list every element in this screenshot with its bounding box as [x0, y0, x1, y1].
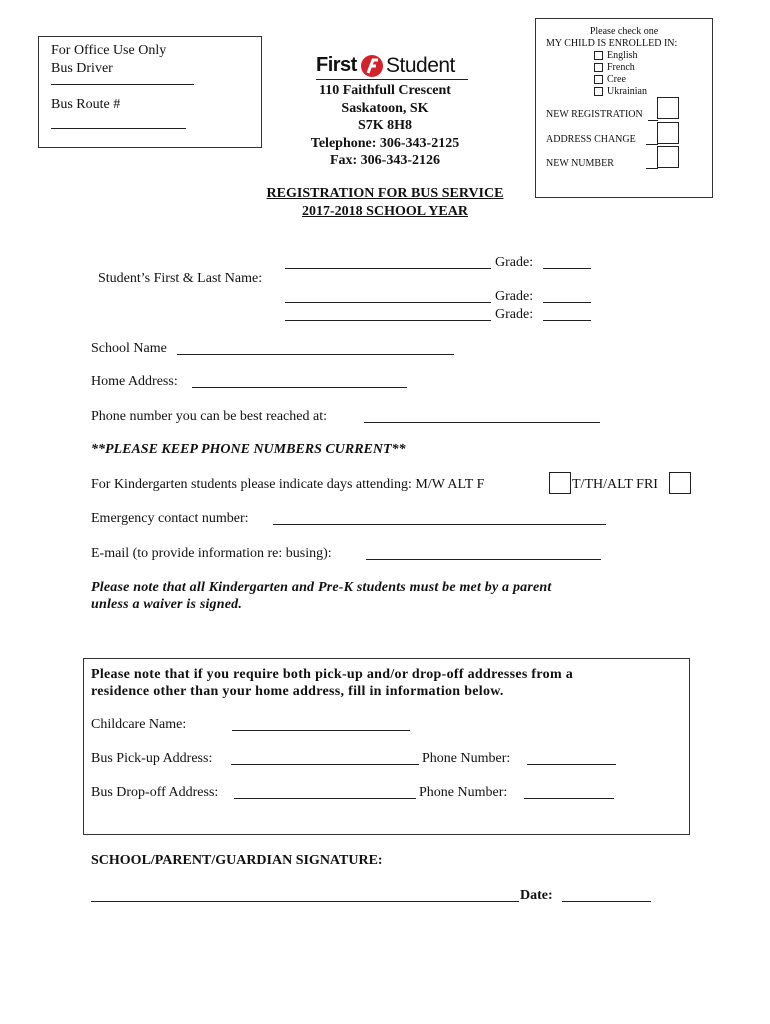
- student-name-label: Student’s First & Last Name:: [98, 271, 263, 286]
- checkbox-ukrainian[interactable]: [594, 87, 603, 96]
- option-new-number: NEW NUMBER: [546, 158, 614, 169]
- language-cree[interactable]: Cree: [594, 74, 647, 86]
- bus-route-label: Bus Route #: [51, 97, 121, 112]
- signature-title: SCHOOL/PARENT/GUARDIAN SIGNATURE:: [91, 853, 383, 868]
- heading-line1: REGISTRATION FOR BUS SERVICE: [266, 186, 504, 201]
- phone-field[interactable]: [364, 422, 600, 423]
- bus-driver-label: Bus Driver: [51, 61, 113, 76]
- kindergarten-note-line1: Please note that all Kindergarten and Pre-K students must be met by a parent: [91, 580, 552, 595]
- checkbox-cree[interactable]: [594, 75, 603, 84]
- alternate-address-note: [91, 666, 683, 700]
- first-student-logo: [316, 54, 468, 80]
- keep-phone-current-note: **PLEASE KEEP PHONE NUMBERS CURRENT**: [91, 442, 406, 457]
- option-address-change: ADDRESS CHANGE: [546, 134, 636, 145]
- heading-line2: 2017-2018 SCHOOL YEAR: [302, 204, 468, 219]
- form-heading: [235, 185, 535, 221]
- pickup-phone-field[interactable]: [527, 764, 616, 765]
- alternate-note-line1: Please note that if you require both pick-up and/or drop-off addresses from a: [91, 667, 574, 682]
- phone-label: Phone number you can be best reached at:: [91, 409, 327, 424]
- alternate-address-box: [83, 658, 690, 835]
- student-name-row: [91, 255, 262, 287]
- kinder-mw-checkbox[interactable]: [549, 472, 571, 494]
- grade-label-2: Grade:: [495, 289, 534, 304]
- pickup-phone-label: Phone Number:: [422, 751, 511, 766]
- bus-route-field[interactable]: [51, 128, 186, 129]
- check-panel: [535, 18, 713, 198]
- checkbox-english[interactable]: [594, 51, 603, 60]
- language-french[interactable]: French: [594, 62, 647, 74]
- logo-word-student: Student: [386, 54, 455, 77]
- logo-swoosh-icon: [360, 54, 384, 78]
- language-ukrainian[interactable]: Ukrainian: [594, 86, 647, 98]
- address-city: Saskatoon, SK: [341, 100, 429, 116]
- new-number-checkbox[interactable]: [657, 146, 679, 168]
- pickup-address-field[interactable]: [231, 764, 419, 765]
- dropoff-address-label: Bus Drop-off Address:: [91, 785, 219, 800]
- grade-field-1[interactable]: [543, 268, 591, 269]
- new-registration-checkbox[interactable]: [657, 97, 679, 119]
- email-label: E-mail (to provide information re: busing):: [91, 546, 332, 561]
- address-block: [285, 82, 485, 170]
- address-street: 110 Faithfull Crescent: [319, 83, 451, 98]
- home-address-label: Home Address:: [91, 374, 178, 389]
- address-fax: Fax: 306-343-2126: [329, 153, 441, 168]
- language-english[interactable]: English: [594, 50, 647, 62]
- kindergarten-note: [91, 579, 552, 613]
- bus-driver-field[interactable]: [51, 84, 194, 85]
- school-name-label: School Name: [91, 341, 167, 356]
- pickup-address-label: Bus Pick-up Address:: [91, 751, 213, 766]
- grade-label-1: Grade:: [495, 255, 534, 270]
- dropoff-address-field[interactable]: [234, 798, 416, 799]
- childcare-name-field[interactable]: [232, 730, 410, 731]
- address-change-checkbox[interactable]: [657, 122, 679, 144]
- dropoff-phone-field[interactable]: [524, 798, 614, 799]
- language-list: [594, 50, 647, 98]
- address-postal: S7K 8H8: [357, 118, 413, 133]
- home-address-field[interactable]: [192, 387, 407, 388]
- kindergarten-note-line2: unless a waiver is signed.: [91, 597, 243, 612]
- school-name-field[interactable]: [177, 354, 454, 355]
- logo-word-first: First: [316, 54, 357, 76]
- office-use-box: [38, 36, 262, 148]
- grade-field-3[interactable]: [543, 320, 591, 321]
- checkbox-french[interactable]: [594, 63, 603, 72]
- student-name-field-1[interactable]: [285, 268, 491, 269]
- date-label: Date:: [520, 888, 553, 903]
- emergency-contact-field[interactable]: [273, 524, 606, 525]
- student-name-field-3[interactable]: [285, 320, 491, 321]
- student-name-field-2[interactable]: [285, 302, 491, 303]
- date-field[interactable]: [562, 901, 651, 902]
- kinder-tth-checkbox[interactable]: [669, 472, 691, 494]
- check-panel-title: Please check one: [589, 26, 659, 37]
- childcare-name-label: Childcare Name:: [91, 717, 187, 732]
- kindergarten-option2: T/TH/ALT FRI: [572, 477, 658, 492]
- grade-label-3: Grade:: [495, 307, 534, 322]
- kindergarten-label: For Kindergarten students please indicate days attending: M/W ALT F: [91, 477, 485, 492]
- email-field[interactable]: [366, 559, 601, 560]
- grade-field-2[interactable]: [543, 302, 591, 303]
- dropoff-phone-label: Phone Number:: [419, 785, 508, 800]
- office-use-title: For Office Use Only: [51, 43, 167, 58]
- enrolled-label: MY CHILD IS ENROLLED IN:: [546, 38, 678, 49]
- option-new-registration: NEW REGISTRATION: [546, 109, 643, 120]
- emergency-contact-label: Emergency contact number:: [91, 511, 249, 526]
- signature-field[interactable]: [91, 901, 519, 902]
- alternate-note-line2: residence other than your home address, fill in information below.: [91, 684, 504, 699]
- address-telephone: Telephone: 306-343-2125: [310, 135, 460, 151]
